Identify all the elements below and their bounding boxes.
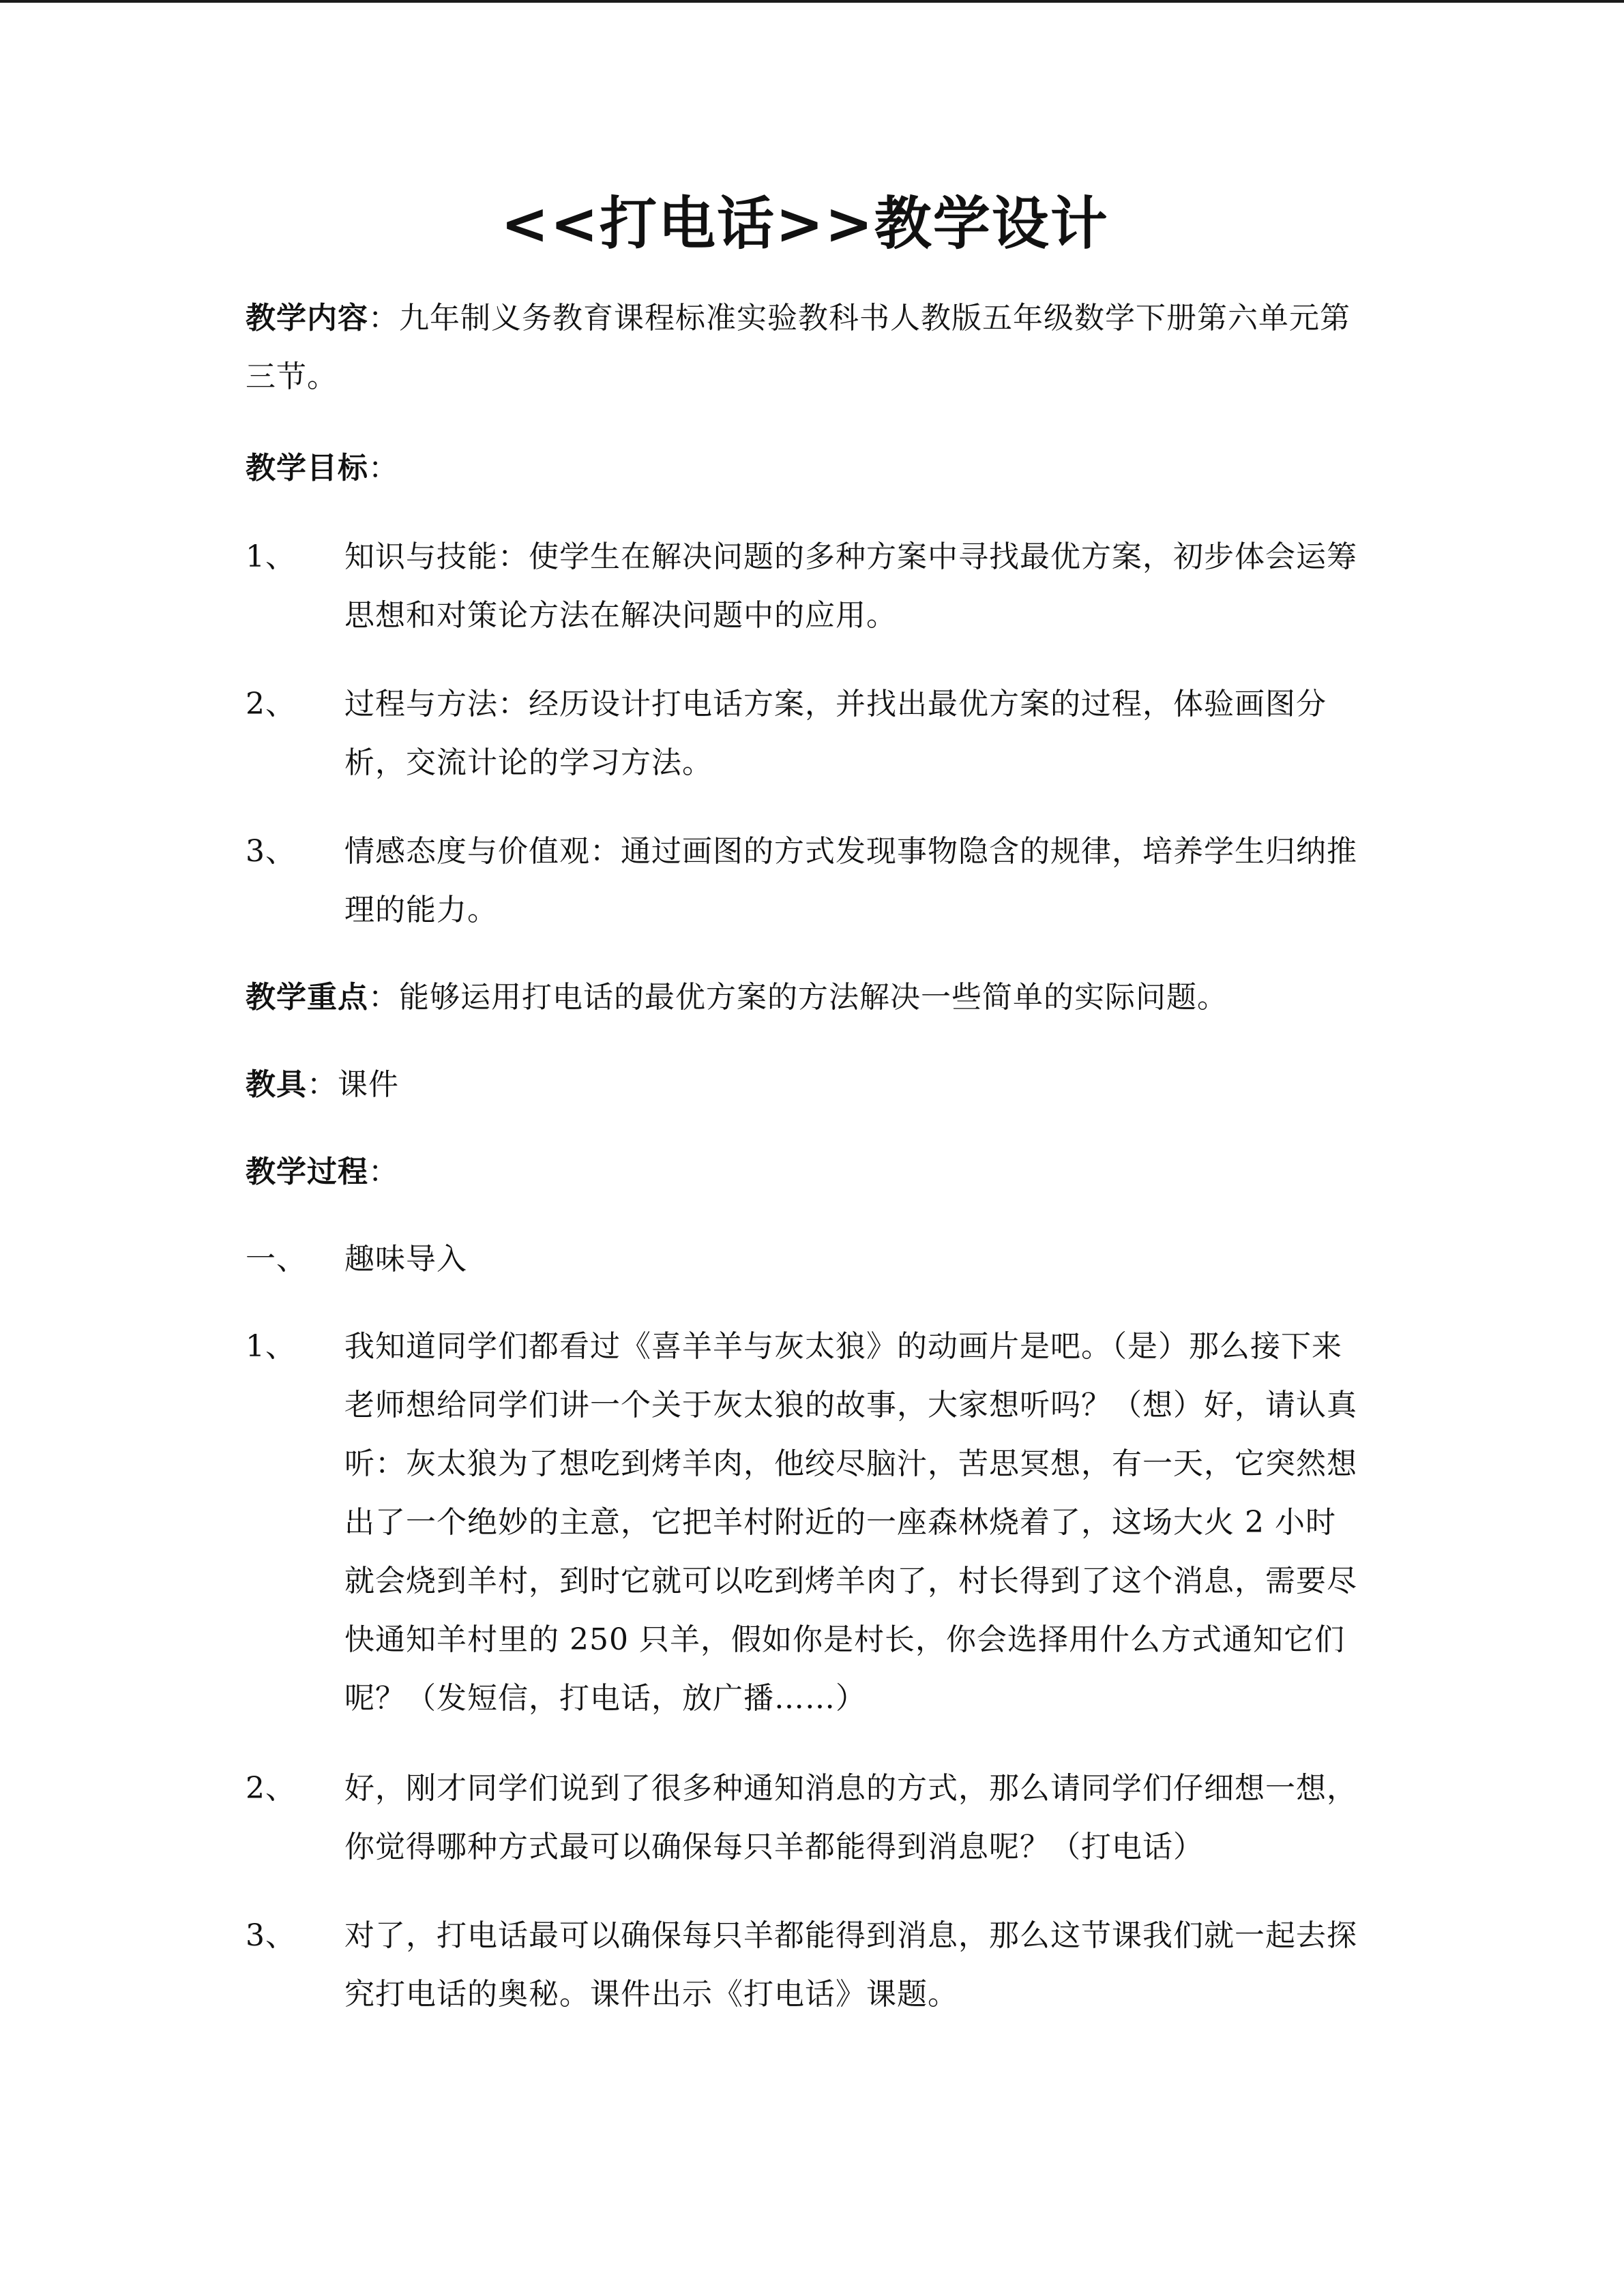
content-paragraph <box>246 289 1364 406</box>
objective-item <box>246 675 1364 792</box>
objective-number: 2、 <box>246 687 296 721</box>
step-text: 我知道同学们都看过《喜羊羊与灰太狼》的动画片是吧。（是）那么接下来老师想给同学们讲一个关于灰太狼的故事，大家想听吗？（想）好，请认真听：灰太狼为了想吃到烤羊肉，他绞尽脑汁，苦思冥想，有一天，它突然想出了一个绝妙的主意，它把羊村附近的一座森林烧着了，这场大火 2 小时就会烧到羊村，到时它就可以吃到烤羊肉了，村长得到了这个消息，需要尽快通知羊村里的 250 只羊，假如你是村长，你会选择用什么方式通知它们呢？（发短信，打电话，放广播……） <box>344 1329 1357 1716</box>
document-title: <<打电话>>教学设计 <box>501 190 1109 257</box>
objective-text: 情感态度与价值观：通过画图的方式发现事物隐含的规律，培养学生归纳推理的能力。 <box>344 834 1357 927</box>
process-label: 教学过程 <box>246 1154 368 1189</box>
step-number: 1、 <box>246 1329 296 1364</box>
step-number: 2、 <box>246 1771 296 1806</box>
key-point-paragraph <box>246 968 1364 1027</box>
page-top-border <box>0 0 1624 3</box>
objective-item <box>246 528 1364 645</box>
objective-item <box>246 822 1364 940</box>
content-colon: ： <box>368 301 399 336</box>
objective-text: 过程与方法：经历设计打电话方案，并找出最优方案的过程，体验画图分析，交流计论的学习方法。 <box>344 687 1327 780</box>
process-step <box>246 1317 1364 1728</box>
objective-number: 1、 <box>246 539 296 574</box>
objectives-colon: ： <box>368 451 399 486</box>
key-point-label: 教学重点 <box>246 980 368 1015</box>
step-number: 3、 <box>246 1918 296 1953</box>
process-colon: ： <box>368 1154 399 1189</box>
section-number: 一、 <box>246 1242 307 1277</box>
section-title: 趣味导入 <box>344 1242 467 1277</box>
tools-paragraph <box>246 1056 1364 1114</box>
content-text: 九年制义务教育课程标准实验教科书人教版五年级数学下册第六单元第三节。 <box>246 301 1350 394</box>
objective-text: 知识与技能：使学生在解决问题的多种方案中寻找最优方案，初步体会运筹思想和对策论方法在解决问题中的应用。 <box>344 539 1357 633</box>
step-text: 好，刚才同学们说到了很多种通知消息的方式，那么请同学们仔细想一想，你觉得哪种方式最可以确保每只羊都能得到消息呢？（打电话） <box>344 1771 1357 1864</box>
objectives-heading <box>246 439 1364 498</box>
process-section <box>246 1230 1364 1289</box>
objectives-label: 教学目标 <box>246 451 368 486</box>
content-label: 教学内容 <box>246 301 368 336</box>
process-step <box>246 1759 1364 1877</box>
tools-colon: ： <box>307 1067 338 1102</box>
key-point-colon: ： <box>368 980 399 1015</box>
step-text: 对了，打电话最可以确保每只羊都能得到消息，那么这节课我们就一起去探究打电话的奥秘。课件出示《打电话》课题。 <box>344 1918 1357 2012</box>
objective-number: 3、 <box>246 834 296 869</box>
tools-text: 课件 <box>338 1067 399 1102</box>
process-heading <box>246 1143 1364 1202</box>
tools-label: 教具 <box>246 1067 307 1102</box>
process-step <box>246 1907 1364 2024</box>
key-point-text: 能够运用打电话的最优方案的方法解决一些简单的实际问题。 <box>399 980 1228 1015</box>
